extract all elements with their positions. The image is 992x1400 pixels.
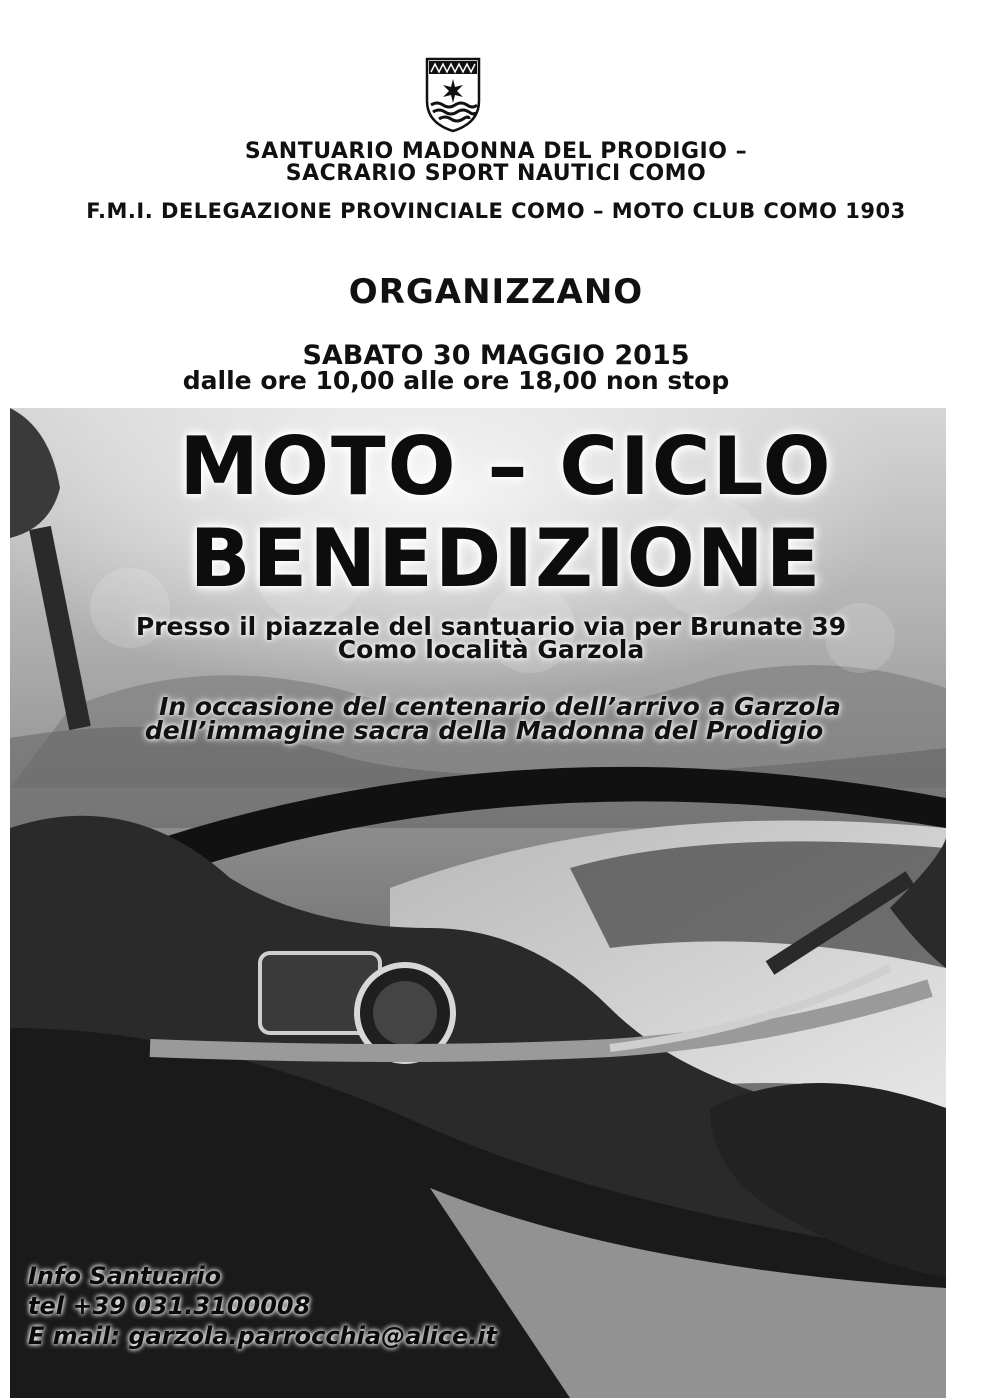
organizzano-heading: ORGANIZZANO bbox=[348, 272, 644, 312]
title-line-2: BENEDIZIONE bbox=[189, 512, 823, 605]
info-email: E mail: garzola.parrocchia@alice.it bbox=[28, 1322, 498, 1350]
location-line-2: Como località Garzola bbox=[337, 635, 645, 664]
event-date: SABATO 30 MAGGIO 2015 bbox=[302, 340, 690, 371]
occasion-line-2: dell’immagine sacra della Madonna del Prodigio bbox=[144, 716, 824, 745]
location-line-1: Presso il piazzale del santuario via per Brunate 39 bbox=[135, 612, 847, 641]
coat-of-arms-icon bbox=[423, 55, 483, 133]
info-phone: tel +39 031.3100008 bbox=[28, 1292, 311, 1320]
event-time: dalle ore 10,00 alle ore 18,00 non stop bbox=[182, 366, 730, 395]
title-line-1: MOTO – CICLO bbox=[179, 420, 833, 513]
occasion-line-1: In occasione del centenario dell’arrivo a Garzola bbox=[159, 692, 841, 721]
header-line-2: SACRARIO SPORT NAUTICI COMO bbox=[285, 161, 707, 186]
header-line-1: SANTUARIO MADONNA DEL PRODIGIO – bbox=[244, 139, 748, 164]
header-organizers: F.M.I. DELEGAZIONE PROVINCIALE COMO – MOTO CLUB COMO 1903 bbox=[86, 199, 906, 223]
info-heading: Info Santuario bbox=[28, 1262, 222, 1290]
